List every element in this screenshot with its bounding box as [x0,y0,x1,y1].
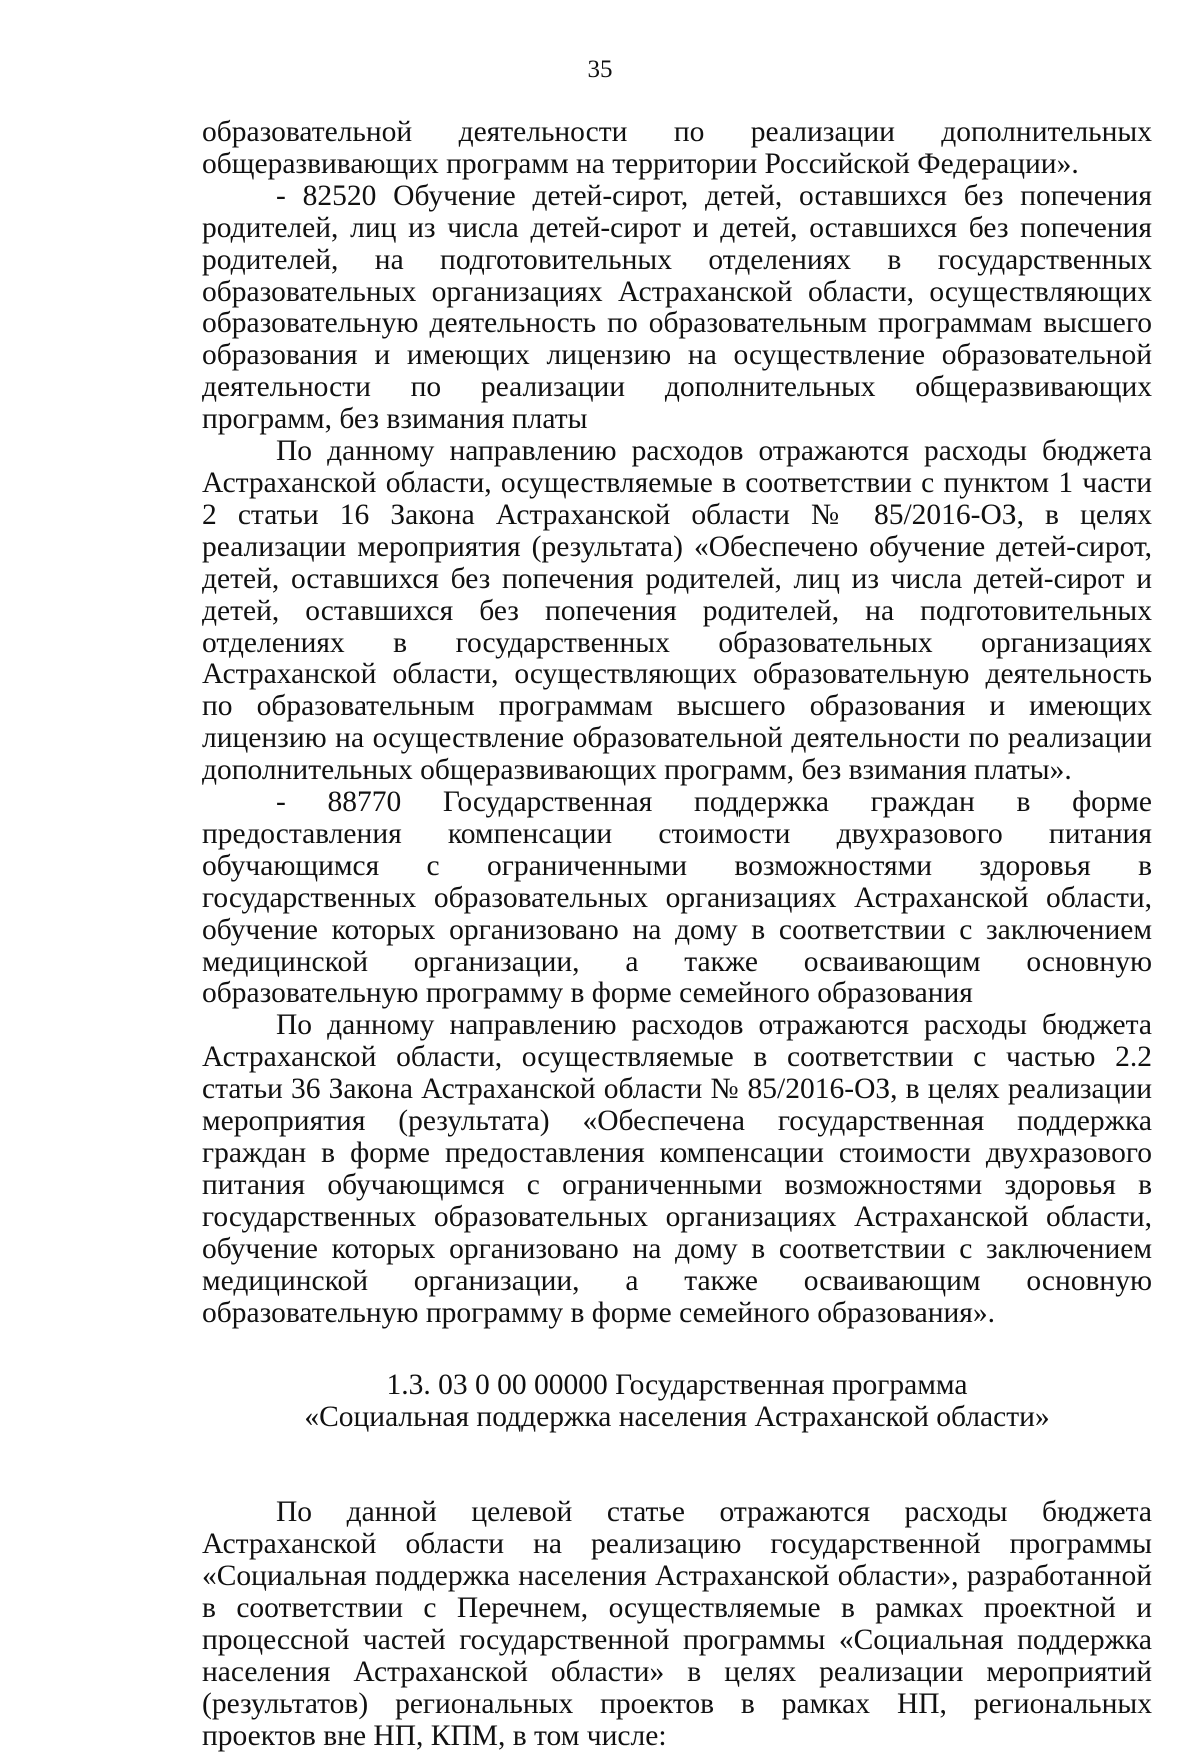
paragraph-82520-description: По данному направлению расходов отражаются расходы бюджета Астраханской области, осуществляемые в соответствии с пунктом 1 части 2 статьи 16 Закона Астраханской области № 85/2016-ОЗ, в целях реализации мероприятия (результата) «Обеспечено обучение детей-сирот, детей, оставшихся без попечения родителей, лиц из числа детей-сирот и детей, оставшихся без попечения родителей, на подготовительных отделениях в государственных образовательных организациях Астраханской области, осуществляющих образовательную деятельность по образовательным программам высшего образования и имеющих лицензию на осуществление образовательной деятельности по реализации дополнительных общеразвивающих программ, без взимания платы». [202,435,1152,787]
document-body [202,117,1152,1753]
section-heading-line-1: 1.3. 03 0 00 00000 Государственная программа [386,1369,968,1402]
paragraph-program-description: По данной целевой статье отражаются расходы бюджета Астраханской области на реализацию государственной программы «Социальная поддержка населения Астраханской области», разработанной в соответствии с Перечнем, осуществляемые в рамках проектной и процессной частей государственной программы «Социальная поддержка населения Астраханской области» в целях реализации мероприятий (результатов) региональных проектов в рамках НП, региональных проектов вне НП, КПМ, в том числе: [202,1496,1152,1752]
paragraph-88770-description: По данному направлению расходов отражаются расходы бюджета Астраханской области, осуществляемые в соответствии с частью 2.2 статьи 36 Закона Астраханской области № 85/2016-ОЗ, в целях реализации мероприятия (результата) «Обеспечена государственная поддержка граждан в форме предоставления компенсации стоимости двухразового питания обучающимся с ограниченными возможностями здоровья в государственных образовательных организациях Астраханской области, обучение которых организовано на дому в соответствии с заключением медицинской организации, а также осваивающим основную образовательную программу в форме семейного образования». [202,1009,1152,1329]
paragraph-88770-item: - 88770 Государственная поддержка граждан в форме предоставления компенсации стоимости двухразового питания обучающимся с ограниченными возможностями здоровья в государственных образовательных организациях Астраханской области, обучение которых организовано на дому в соответствии с заключением медицинской организации, а также осваивающим основную образовательную программу в форме семейного образования [202,786,1152,1010]
page-number: 35 [587,56,613,83]
section-heading-line-2: «Социальная поддержка населения Астраханской области» [304,1401,1050,1434]
section-heading [202,1369,1152,1433]
paragraph-continuation: образовательной деятельности по реализации дополнительных общеразвивающих программ на территории Российской Федерации». [202,116,1152,180]
paragraph-82520-item: - 82520 Обучение детей-сирот, детей, оставшихся без попечения родителей, лиц из числа детей-сирот и детей, оставшихся без попечения родителей, на подготовительных отделениях в государственных образовательных организациях Астраханской области, осуществляющих образовательную деятельность по образовательным программам высшего образования и имеющих лицензию на осуществление образовательной деятельности по реализации дополнительных общеразвивающих программ, без взимания платы [202,179,1152,436]
